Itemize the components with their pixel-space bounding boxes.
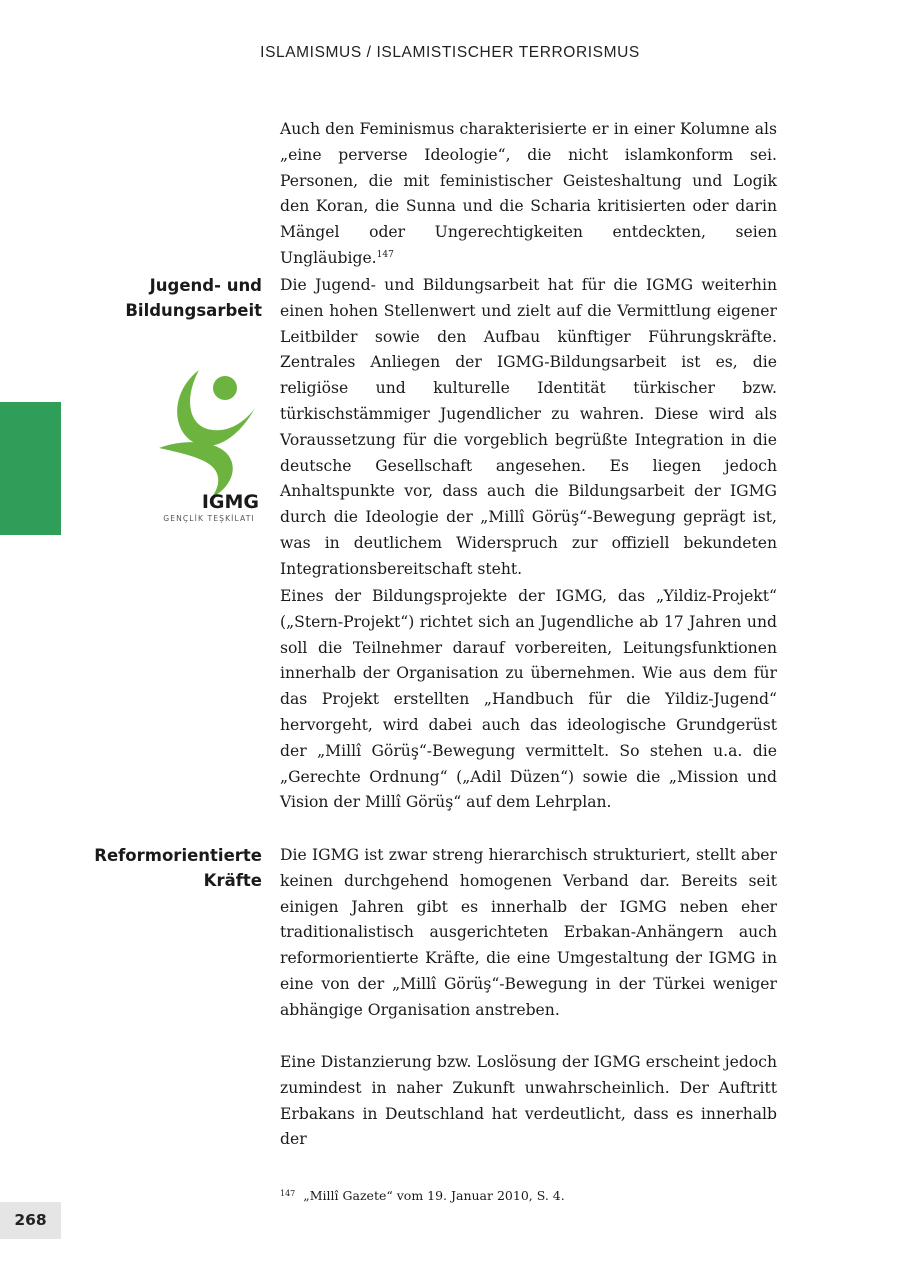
side-heading-line: Reformorientierte — [94, 846, 262, 865]
section-color-tab — [0, 402, 61, 535]
footnote — [280, 1185, 780, 1205]
logo-wordmark: IGMG — [201, 491, 259, 512]
paragraph-feminismus — [280, 117, 777, 272]
side-heading-reformorientierte-kraefte — [94, 843, 262, 893]
running-head: ISLAMISMUS / ISLAMISTISCHER TERRORISMUS — [260, 44, 640, 61]
paragraph-reformkraefte — [280, 843, 777, 1024]
igmg-figure-icon — [155, 356, 263, 512]
footnote-number: 147 — [280, 1189, 296, 1198]
side-heading-jugend-bildungsarbeit — [125, 273, 262, 323]
side-heading-line: Bildungsarbeit — [125, 301, 262, 320]
paragraph-text: Eines der Bildungsprojekte der IGMG, das „Yildiz-Projekt“ („Stern-Projekt“) richtet sich an Jugendliche ab 17 Jahren und soll die Teilnehmer darauf vorbereiten, Leitungsfunktionen innerhalb der Organisation zu übernehmen. Wie aus dem für das Projekt erstellten „Handbuch für die Yildiz-Jugend“ hervorgeht, wird dabei auch das ideologische Grundgerüst der „Millî Görüş“-Bewegung vermittelt. So stehen u.a. die „Gerechte Ordnung“ („Adil Düzen“) sowie die „Mission und Vision der Millî Görüş“ auf dem Lehrplan. — [280, 587, 777, 812]
page-number: 268 — [0, 1202, 61, 1239]
paragraph-distanzierung — [280, 1050, 777, 1153]
paragraph-text: Eine Distanzierung bzw. Loslösung der IGMG erscheint jedoch zumindest in naher Zukunft unwahrscheinlich. Der Auftritt Erbakans in Deutschland hat verdeutlicht, dass es innerhalb der — [280, 1053, 777, 1149]
paragraph-text: Die Jugend- und Bildungsarbeit hat für die IGMG weiterhin einen hohen Stellenwert und zielt auf die Vermittlung eigener Leitbilder sowie den Aufbau künftiger Führungskräfte. Zentrales Anliegen der IGMG-Bildungsarbeit ist es, die religiöse und kulturelle Identität türkischer bzw. türkischstämmiger Jugendlicher zu wahren. Diese wird als Voraussetzung für die vorgeblich begrüßte Integration in die deutsche Gesellschaft angesehen. Es liegen jedoch Anhaltspunkte vor, dass auch die Bildungsarbeit der IGMG durch die Ideologie der „Millî Görüş“-Bewegung geprägt ist, was in deutlichem Widerspruch zur offiziell bekundeten Integrationsbereitschaft steht. — [280, 276, 777, 578]
paragraph-jugendarbeit — [280, 273, 777, 583]
paragraph-text: Auch den Feminismus charakterisierte er in einer Kolumne als „eine perverse Ideologie“, die nicht islamkonform sei. Personen, die mit feministischer Geisteshaltung und Logik den Koran, die Sunna und die Scharia kritisierten oder darin Mängel oder Ungerechtigkeiten entdeckten, seien Ungläubige. — [280, 120, 777, 267]
side-heading-line: Kräfte — [203, 871, 262, 890]
footnote-reference[interactable]: 147 — [376, 249, 394, 260]
logo-subtitle: GENÇLİK TEŞKİLATI — [163, 514, 255, 523]
igmg-youth-logo — [155, 356, 263, 528]
footnote-text: „Millî Gazete“ vom 19. Januar 2010, S. 4. — [303, 1188, 565, 1203]
paragraph-yildiz-projekt — [280, 584, 777, 816]
paragraph-text: Die IGMG ist zwar streng hierarchisch strukturiert, stellt aber keinen durchgehend homogenen Verband dar. Bereits seit einigen Jahren gibt es innerhalb der IGMG neben eher traditionalistisch ausgerichteten Erbakan-Anhängern auch reformorientierte Kräfte, die eine Umgestaltung der IGMG in eine von der „Millî Görüş“-Bewegung in der Türkei weniger abhängige Organisation anstreben. — [280, 846, 777, 1019]
side-heading-line: Jugend- und — [149, 276, 262, 295]
